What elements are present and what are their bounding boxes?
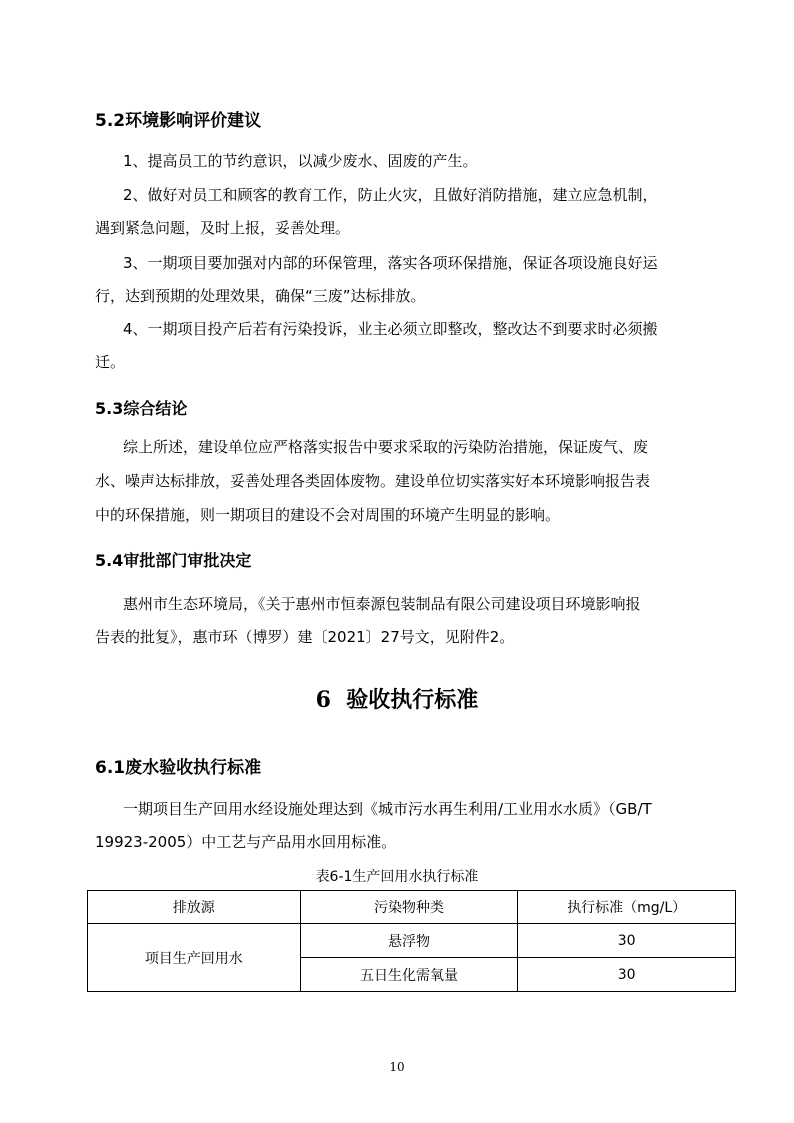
section-6-1-title: 6.1废水验收执行标准 (95, 758, 262, 778)
cell-limit: 30 (518, 924, 736, 958)
cell-source: 项目生产回用水 (88, 924, 301, 992)
section-5-3-title: 5.3综合结论 (95, 399, 188, 418)
cell-limit: 30 (518, 958, 736, 992)
paragraph-line: 2、做好对员工和顾客的教育工作，防止火灾，且做好消防措施，建立应急机制， (123, 186, 658, 204)
header-source: 排放源 (88, 891, 301, 924)
cell-pollutant: 五日生化需氧量 (300, 958, 518, 992)
paragraph-line: 水、噪声达标排放，妥善处理各类固体废物。建设单位切实落实好本环境影响报告表 (95, 472, 651, 490)
header-limit: 执行标准（mg/L） (518, 891, 736, 924)
chapter-6-title: 6 验收执行标准 (315, 687, 479, 713)
paragraph-line: 遇到紧急问题，及时上报，妥善处理。 (95, 219, 351, 237)
paragraph-line: 行，达到预期的处理效果，确保“三废”达标排放。 (95, 287, 426, 305)
paragraph-line: 惠州市生态环境局，《关于惠州市恒泰源包装制品有限公司建设项目环境影响报 (123, 595, 641, 613)
paragraph-line: 19923-2005）中工艺与产品用水回用标准。 (95, 833, 397, 851)
paragraph-line: 中的环保措施，则一期项目的建设不会对周围的环境产生明显的影响。 (95, 506, 561, 524)
paragraph-line: 综上所述，建设单位应严格落实报告中要求采取的污染防治措施，保证废气、废 (123, 438, 649, 456)
table-header-row (88, 891, 736, 924)
paragraph-line: 告表的批复》，惠市环（博罗）建〔2021〕27号文，见附件2。 (95, 628, 515, 646)
paragraph-line: 4、一期项目投产后若有污染投诉，业主必须立即整改，整改达不到要求时必须搬 (123, 320, 658, 338)
page-number: 10 (389, 1060, 405, 1074)
standards-table (87, 890, 736, 992)
header-pollutant: 污染物种类 (300, 891, 518, 924)
cell-pollutant: 悬浮物 (300, 924, 518, 958)
table-row (88, 924, 736, 958)
section-5-2-title: 5.2环境影响评价建议 (95, 111, 262, 131)
table-caption: 表6-1生产回用水执行标准 (315, 869, 479, 885)
paragraph-line: 1、提高员工的节约意识，以减少废水、固废的产生。 (123, 152, 478, 170)
paragraph-line: 3、一期项目要加强对内部的环保管理，落实各项环保措施，保证各项设施良好运 (123, 254, 658, 272)
paragraph-line: 一期项目生产回用水经设施处理达到《城市污水再生利用/工业用水水质》（GB/T (123, 800, 652, 818)
paragraph-line: 迁。 (95, 353, 126, 371)
section-5-4-title: 5.4审批部门审批决定 (95, 551, 252, 570)
